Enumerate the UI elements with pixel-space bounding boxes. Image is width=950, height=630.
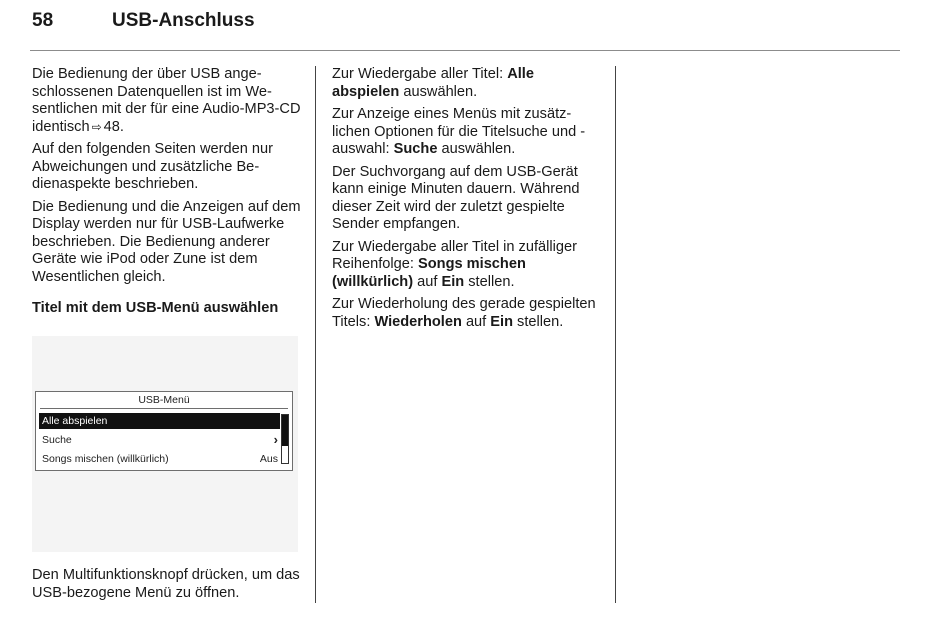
menu-item-alle-abspielen: Alle abspielen: [39, 413, 280, 429]
menu-title: USB-Menü: [40, 392, 288, 409]
header-divider: [30, 50, 900, 51]
paragraph: Auf den folgenden Seiten werden nur Abweichungen und zusätzliche Bedienaspekte beschrieben.: [32, 141, 273, 192]
paragraph: Zur Wiedergabe aller Titel in zufälliger Reihenfolge: Songs mischen (willkürlich) auf Ein stellen.: [332, 238, 577, 290]
page-reference: 48.: [103, 118, 124, 135]
scrollbar-thumb: [282, 415, 288, 446]
chevron-right-icon: ›: [273, 432, 278, 447]
paragraph: Der Suchvorgang auf dem USB-Gerät kann einige Minuten dauern. Während dieser Zeit wird der zuletzt gespielte Sender empfangen.: [332, 163, 580, 232]
page-header: [32, 10, 255, 40]
paragraph: Zur Wiederholung des gerade gespielten Titels: Wiederholen auf Ein stellen.: [332, 296, 596, 330]
column-divider: [315, 66, 316, 603]
menu-item-songs-mischen: Songs mischen (willkürlich) Aus: [42, 453, 278, 465]
paragraph: Zur Wiedergabe aller Titel: Alle abspielen auswählen.: [332, 66, 534, 100]
menu-item-suche: Suche ›: [42, 432, 278, 447]
page-title: USB-Anschluss: [112, 10, 255, 31]
menu-scrollbar: [281, 414, 289, 464]
paragraph: Die Bedienung und die Anzeigen auf dem Display werden nur für USB-Laufwerke beschrieben. Die Bedienung anderer Geräte wie iPod oder Zune ist dem Wesentlichen gleich.: [32, 198, 301, 285]
display-figure: [32, 336, 298, 552]
column-divider: [615, 66, 616, 603]
usb-menu-screen: [35, 391, 293, 471]
menu-item-value: Aus: [259, 453, 278, 465]
paragraph: Die Bedienung der über USB angeschlossenen Datenquellen ist im Wesentlichen mit der für eine Audio-MP3-CD identisch ⇨ 48.: [32, 66, 301, 135]
section-heading: Titel mit dem USB-Menü auswählen: [32, 300, 279, 316]
left-column: [32, 66, 302, 328]
paragraph: Zur Anzeige eines Menüs mit zusätzlichen Optionen für die Titelsuche und -auswahl: Suche auswählen.: [332, 106, 586, 157]
middle-column: [332, 66, 604, 336]
figure-caption: Den Multifunktionsknopf drücken, um das USB-bezogene Menü zu öffnen.: [32, 567, 300, 601]
page-number: 58: [32, 10, 54, 31]
arrow-right-outline-icon: ⇨: [91, 119, 102, 134]
